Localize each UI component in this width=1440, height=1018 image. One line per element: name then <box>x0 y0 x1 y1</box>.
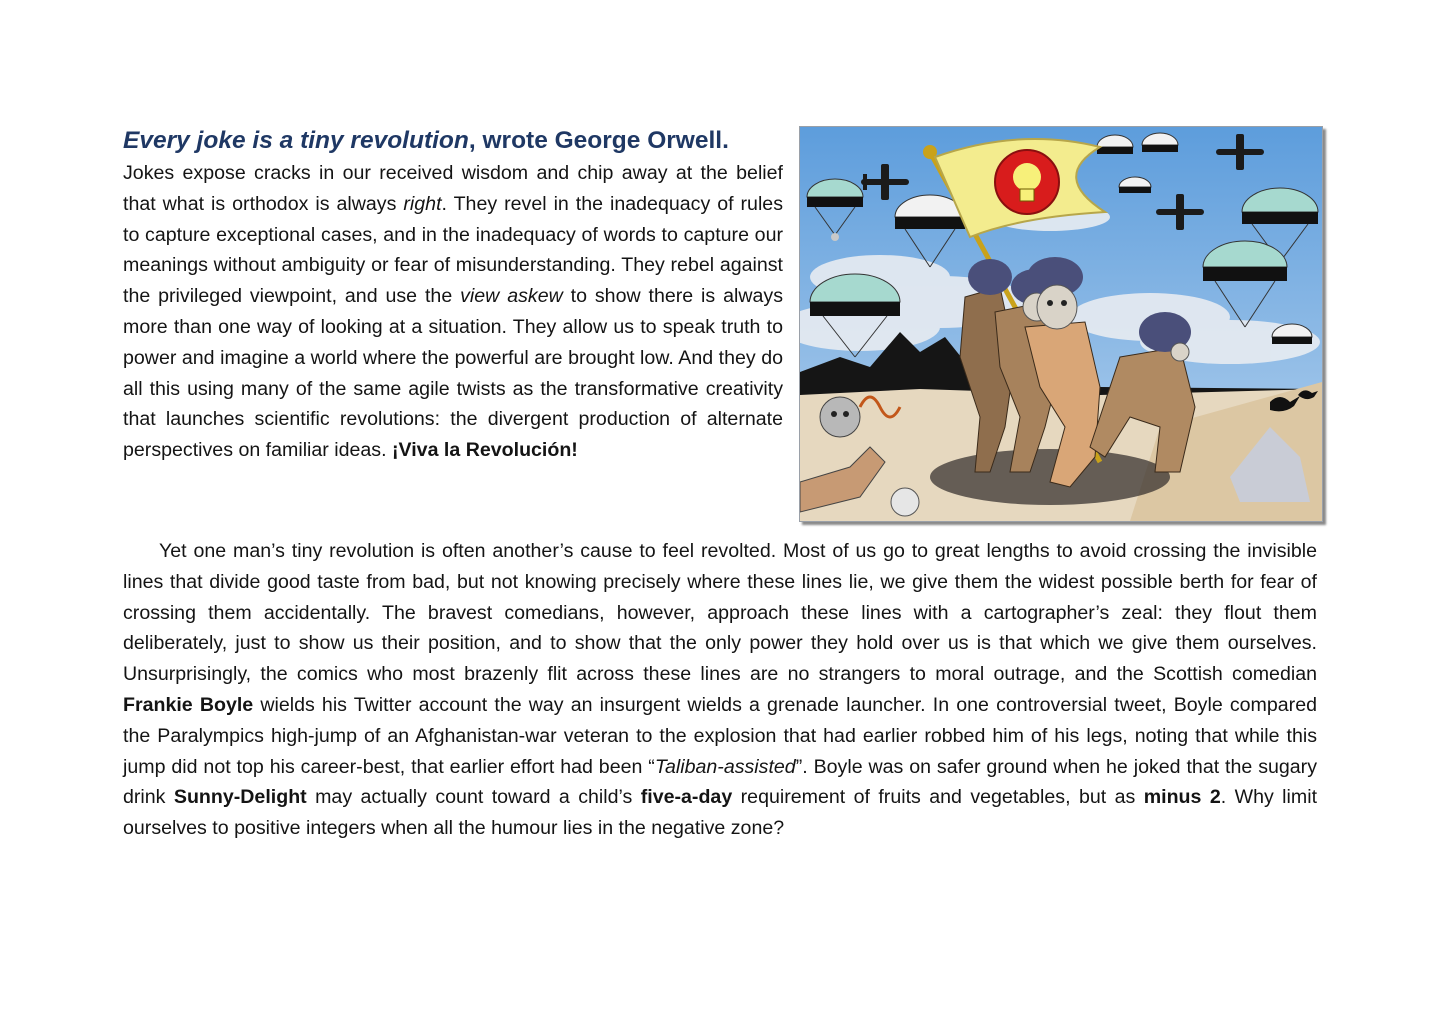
heading-quote: Every joke is a tiny revolution <box>123 127 469 154</box>
text-run: to show there is always more than one way of looking at a situation. They allow us to speak truth to power and imagine a world where the powerful are brought low. And they do all this using many of the same agile twists as the transformative creativity that launches scientific revolutions: the divergent production of alternate perspectives on familiar ideas. <box>123 285 783 462</box>
body-paragraph <box>123 536 1317 844</box>
text-run: Yet one man’s tiny revolution is often another’s cause to feel revolted. Most of us go to great lengths to avoid crossing the invisible lines that divide good taste from bad, but not knowing precisely where these lines lie, we give them the widest possible berth for fear of crossing them accidentally. The bravest comedians, however, approach these lines with a cartographer’s zeal: they flout them deliberately, just to show us their position, and to show that the only power they hold over us is that which we give them ourselves. Unsurprisingly, the comics who most brazenly flit across these lines are no strangers to moral outrage, and the Scottish comedian <box>123 540 1317 686</box>
text-run: requirement of fruits and vegetables, but as <box>732 786 1144 809</box>
revolution-illustration <box>799 126 1323 522</box>
illustration-canvas <box>800 127 1322 521</box>
text-run: wields his Twitter account the way an insurgent wields a grenade launcher. In one controversial tweet, Boyle compared the Paralympics high-jump of an Afghanistan-war veteran to the explosion that had earlier robbed him of his legs, noting that while this jump did not top his career-best, that earlier effort had been “ <box>123 693 1317 778</box>
text-run: may actually count toward a child’s <box>306 786 641 809</box>
intro-column <box>123 126 783 466</box>
text-run: ”. Boyle was on safer ground when he joked that the sugary drink <box>123 755 1318 809</box>
page-heading <box>123 126 783 156</box>
text-run: . Why limit ourselves to positive integers when all the humour lies in the negative zone? <box>123 786 1318 840</box>
text-run: Jokes expose cracks in our received wisdom and chip away at the belief that what is orthodox is always <box>123 162 783 215</box>
bold-sunny-delight: Sunny-Delight <box>173 786 307 809</box>
bold-frankie-boyle: Frankie Boyle <box>123 693 254 716</box>
intro-paragraph <box>123 158 783 466</box>
heading-attribution: , wrote George Orwell. <box>468 127 729 154</box>
emphasis-view-askew: view askew <box>460 285 563 308</box>
bold-five-a-day: five-a-day <box>640 786 733 809</box>
lightbulb-flag-icon <box>995 150 1059 214</box>
text-run: . They revel in the inadequacy of rules to capture exceptional cases, and in the inadequacy of words to capture our meanings without ambiguity or fear of misunderstanding. They rebel against the privileged viewpoint, and use the <box>123 192 784 308</box>
emphasis-right: right <box>403 192 442 215</box>
bold-minus-2: minus 2 <box>1143 786 1221 809</box>
bold-viva-la-revolucion: ¡Viva la Revolución! <box>392 439 578 462</box>
emphasis-taliban-assisted: Taliban-assisted <box>654 755 796 778</box>
